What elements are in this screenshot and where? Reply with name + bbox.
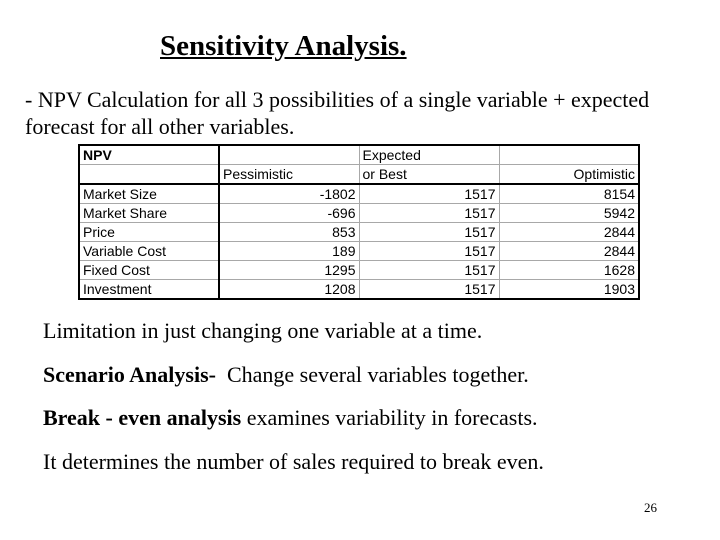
cell-expected: 1517 xyxy=(359,184,499,204)
table-row xyxy=(79,223,639,242)
cell-optimistic: 2844 xyxy=(499,242,639,261)
scenario-analysis-desc: Change several variables together. xyxy=(215,362,529,387)
row-label: Fixed Cost xyxy=(79,261,219,280)
cell-optimistic: 5942 xyxy=(499,204,639,223)
header-expected: Expected xyxy=(359,145,499,165)
cell-optimistic: 2844 xyxy=(499,223,639,242)
cell-expected: 1517 xyxy=(359,242,499,261)
cell-optimistic: 1903 xyxy=(499,280,639,300)
page-number: 26 xyxy=(644,500,657,515)
table-row xyxy=(79,242,639,261)
header-cell xyxy=(219,145,359,165)
npv-table xyxy=(78,144,640,300)
break-even-text xyxy=(43,405,538,431)
cell-pessimistic: -1802 xyxy=(219,184,359,204)
header-npv: NPV xyxy=(79,145,219,165)
table-row xyxy=(79,204,639,223)
cell-pessimistic: 1208 xyxy=(219,280,359,300)
scenario-analysis-term: Scenario Analysis- xyxy=(43,362,216,387)
cell-pessimistic: 1295 xyxy=(219,261,359,280)
header-cell xyxy=(499,145,639,165)
break-even-term: Break - even analysis xyxy=(43,405,242,430)
cell-pessimistic: 189 xyxy=(219,242,359,261)
limitation-text: Limitation in just changing one variable at a time. xyxy=(43,318,483,343)
cell-expected: 1517 xyxy=(359,223,499,242)
table-row xyxy=(79,184,639,204)
header-cell xyxy=(79,165,219,185)
cell-pessimistic: -696 xyxy=(219,204,359,223)
table-header-row xyxy=(79,145,639,165)
row-label: Investment xyxy=(79,280,219,300)
table-row xyxy=(79,280,639,300)
table-row xyxy=(79,261,639,280)
cell-expected: 1517 xyxy=(359,204,499,223)
cell-expected: 1517 xyxy=(359,280,499,300)
table-header-row xyxy=(79,165,639,185)
scenario-analysis-text xyxy=(43,362,529,388)
cell-optimistic: 8154 xyxy=(499,184,639,204)
break-even-detail-text: It determines the number of sales required to break even. xyxy=(43,449,544,474)
break-even-desc: examines variability in forecasts. xyxy=(241,405,538,430)
header-or-best: or Best xyxy=(359,165,499,185)
row-label: Market Size xyxy=(79,184,219,204)
slide-title: Sensitivity Analysis. xyxy=(160,30,407,62)
cell-pessimistic: 853 xyxy=(219,223,359,242)
cell-expected: 1517 xyxy=(359,261,499,280)
intro-text: - NPV Calculation for all 3 possibilities of a single variable + expected forecast for all other variables. xyxy=(25,87,650,139)
row-label: Market Share xyxy=(79,204,219,223)
row-label: Price xyxy=(79,223,219,242)
header-optimistic: Optimistic xyxy=(499,165,639,185)
row-label: Variable Cost xyxy=(79,242,219,261)
cell-optimistic: 1628 xyxy=(499,261,639,280)
header-pessimistic: Pessimistic xyxy=(219,165,359,185)
